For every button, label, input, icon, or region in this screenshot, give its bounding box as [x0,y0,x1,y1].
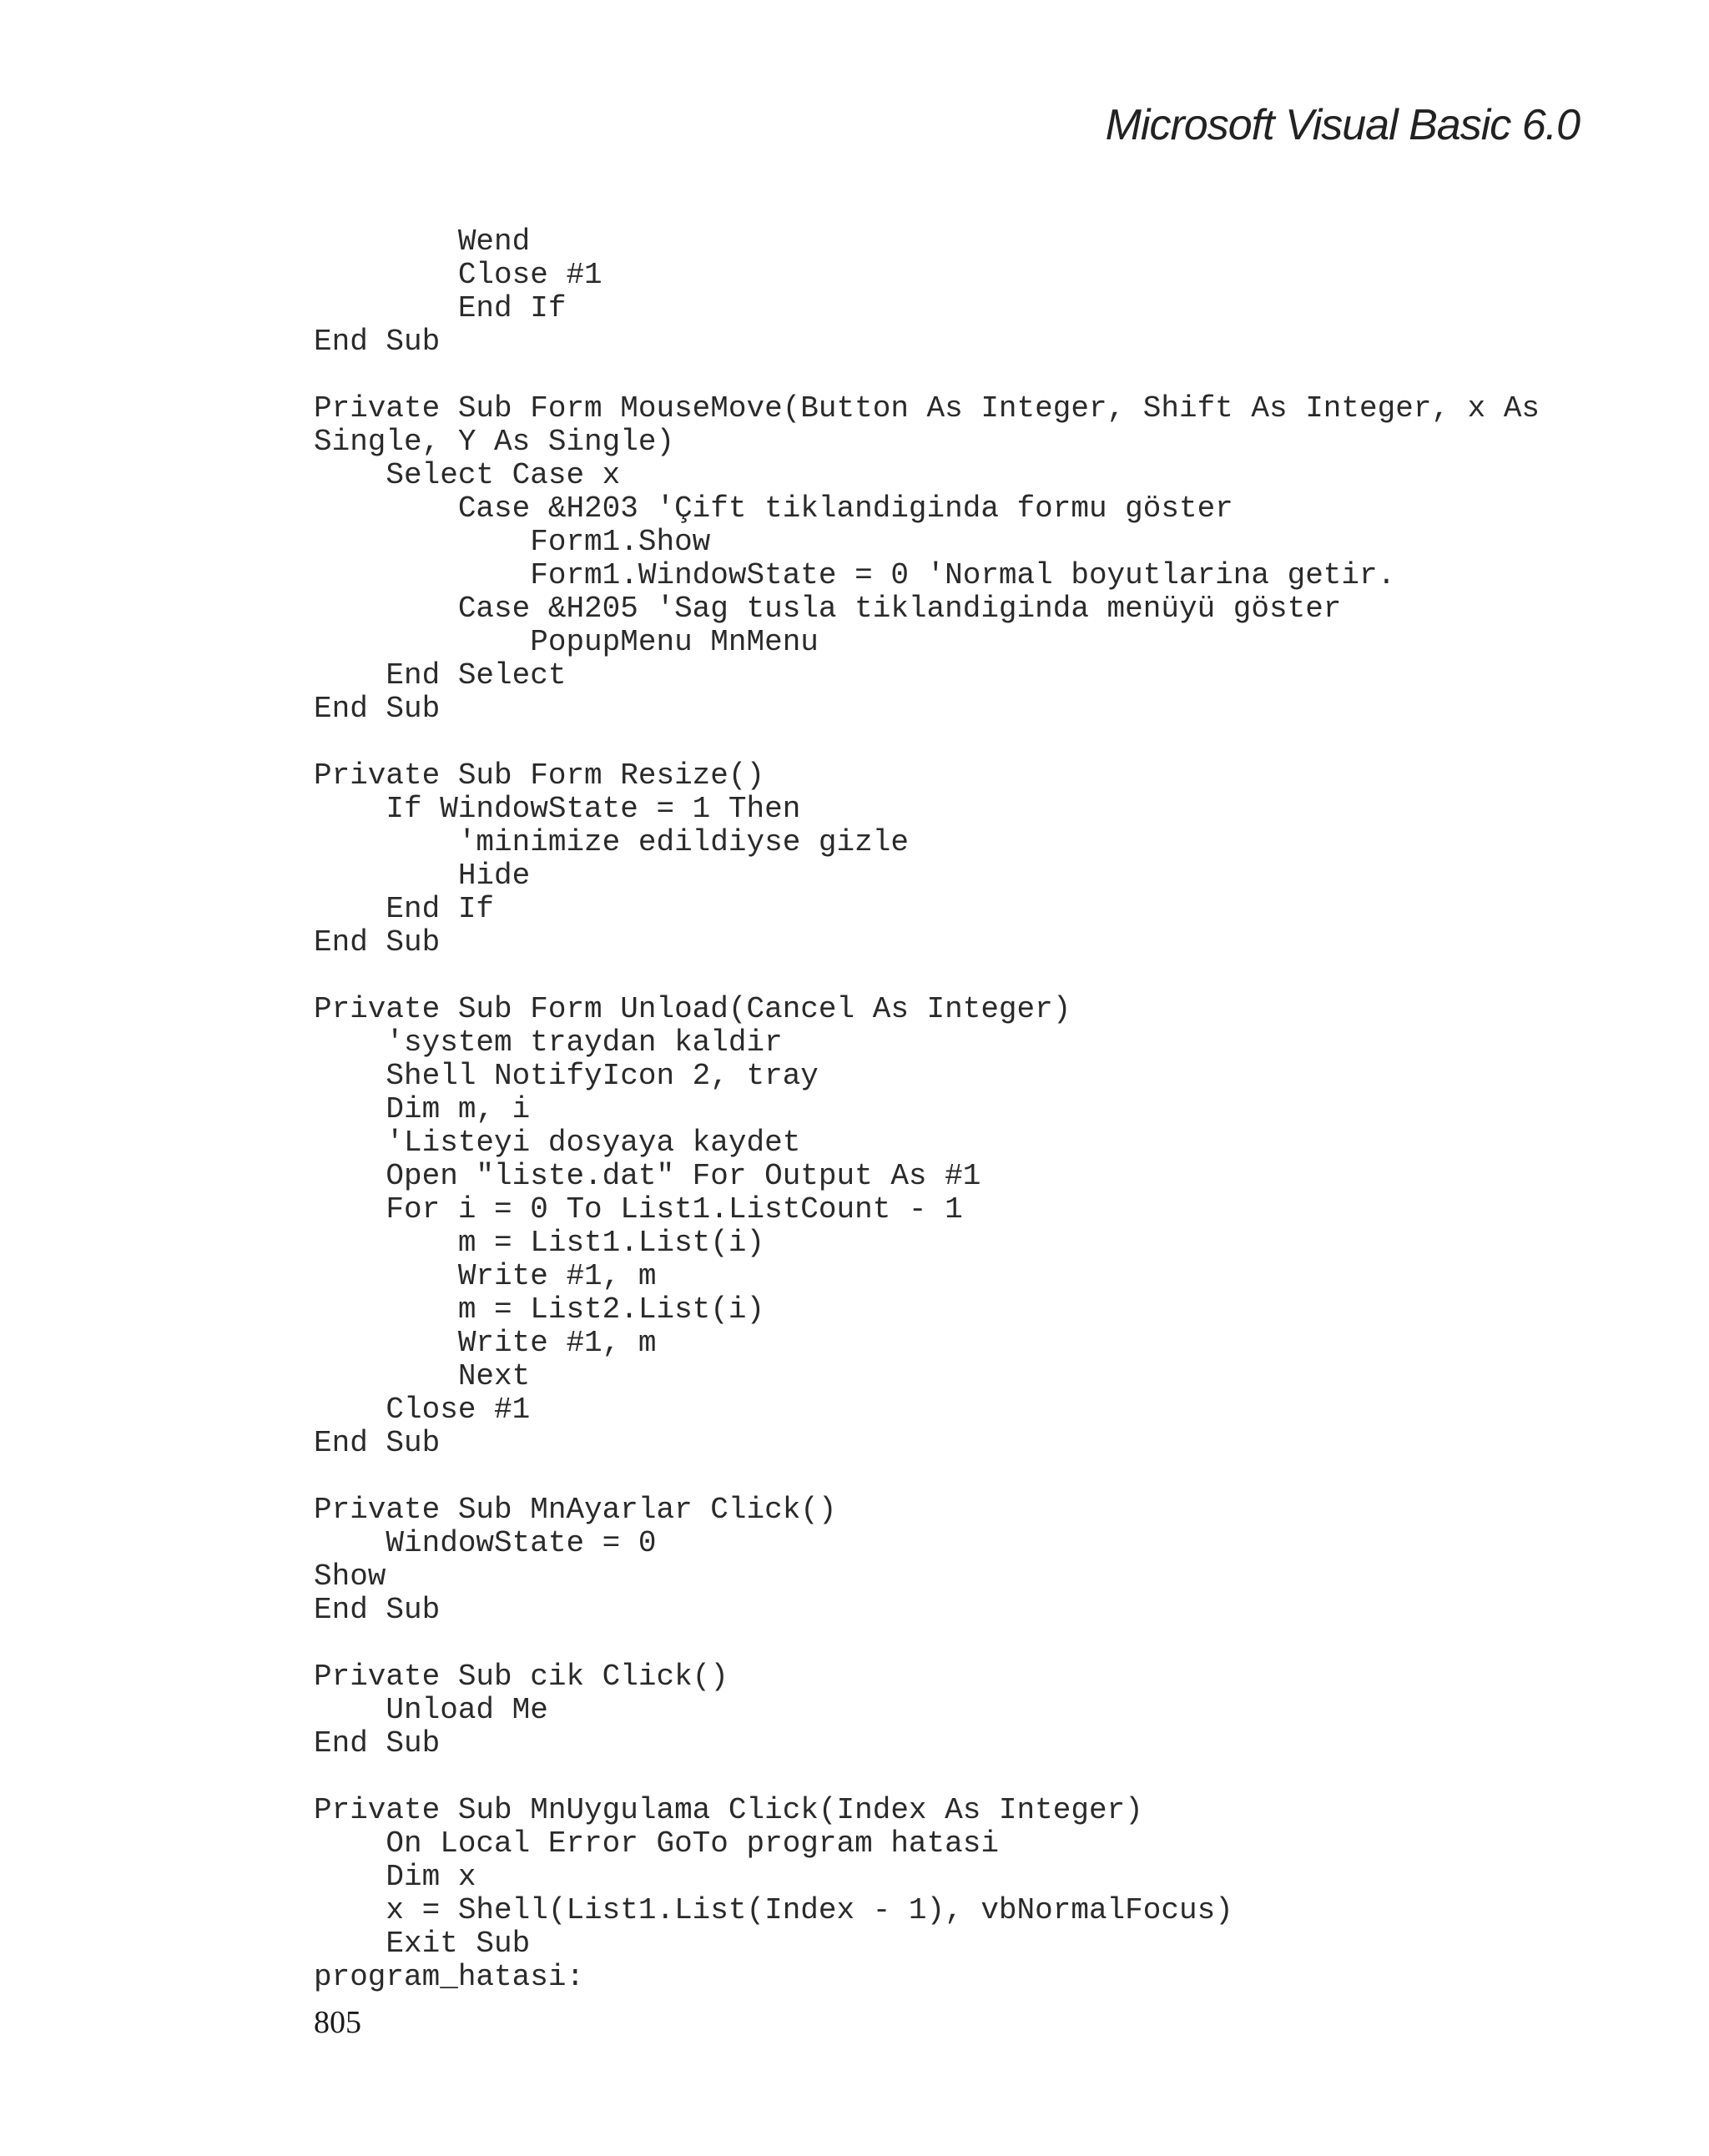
page-number: 805 [314,2005,361,2040]
code-line-blank [314,1460,1540,1494]
code-line: Close #1 [314,258,602,292]
code-line: Private Sub cik Click() [314,1660,728,1694]
code-line: 'minimize edildiyse gizle [314,825,909,859]
code-line: End Sub [314,1726,441,1761]
code-line-blank [314,960,1540,993]
code-line: Private Sub Form Resize() [314,758,765,793]
code-line: Case &H205 'Sag tusla tiklandiginda menüyü göster [314,592,1342,626]
code-line: Form1.Show [314,525,711,559]
code-line: 'system traydan kaldir [314,1025,783,1060]
code-line: Case &H203 'Çift tiklandiginda formu göster [314,491,1233,526]
code-line: Write #1, m [314,1326,657,1360]
code-line: x = Shell(List1.List(Index - 1), vbNormalFocus) [314,1893,1233,1927]
code-line: On Local Error GoTo program hatasi [314,1826,999,1861]
code-listing [314,225,1540,1994]
code-line: Write #1, m [314,1259,657,1293]
code-line: program_hatasi: [314,1960,585,1994]
code-line: 'Listeyi dosyaya kaydet [314,1126,801,1160]
code-line: Hide [314,859,531,893]
code-line: End If [314,291,567,325]
code-line: Private Sub MnUygulama Click(Index As Integer) [314,1793,1143,1827]
code-line: WindowState = 0 [314,1526,657,1560]
running-header: Microsoft Visual Basic 6.0 [1105,101,1580,149]
code-line-blank [314,1761,1540,1794]
code-line: Close #1 [314,1393,531,1427]
code-line: Next [314,1359,531,1393]
code-line-blank [314,726,1540,759]
code-line: End Sub [314,925,441,960]
code-line: End Select [314,658,567,693]
code-line: Shell NotifyIcon 2, tray [314,1059,819,1093]
code-line: End Sub [314,692,441,726]
code-line: Exit Sub [314,1927,531,1961]
code-line: Dim m, i [314,1092,531,1126]
code-line: For i = 0 To List1.ListCount - 1 [314,1192,963,1227]
code-line: End Sub [314,325,441,359]
code-line: Private Sub Form MouseMove(Button As Integer, Shift As Integer, x As [314,391,1540,426]
code-line: If WindowState = 1 Then [314,792,801,826]
code-line: Select Case x [314,458,621,492]
code-line: Form1.WindowState = 0 'Normal boyutlarina getir. [314,558,1396,592]
code-line: End Sub [314,1593,441,1627]
code-line: PopupMenu MnMenu [314,625,819,659]
code-line: m = List2.List(i) [314,1292,765,1327]
code-line: Open "liste.dat" For Output As #1 [314,1159,981,1193]
code-line: Private Sub Form Unload(Cancel As Integer) [314,992,1071,1026]
code-line: End If [314,892,495,926]
code-line: Private Sub MnAyarlar Click() [314,1493,837,1527]
code-line: Unload Me [314,1693,548,1727]
code-line: Wend [314,224,531,259]
code-line: Show [314,1559,386,1594]
code-line-blank [314,1627,1540,1660]
code-line: Dim x [314,1860,476,1894]
code-line: m = List1.List(i) [314,1226,765,1260]
code-line: End Sub [314,1426,441,1460]
code-line: Single, Y As Single) [314,425,675,459]
code-line-blank [314,359,1540,392]
